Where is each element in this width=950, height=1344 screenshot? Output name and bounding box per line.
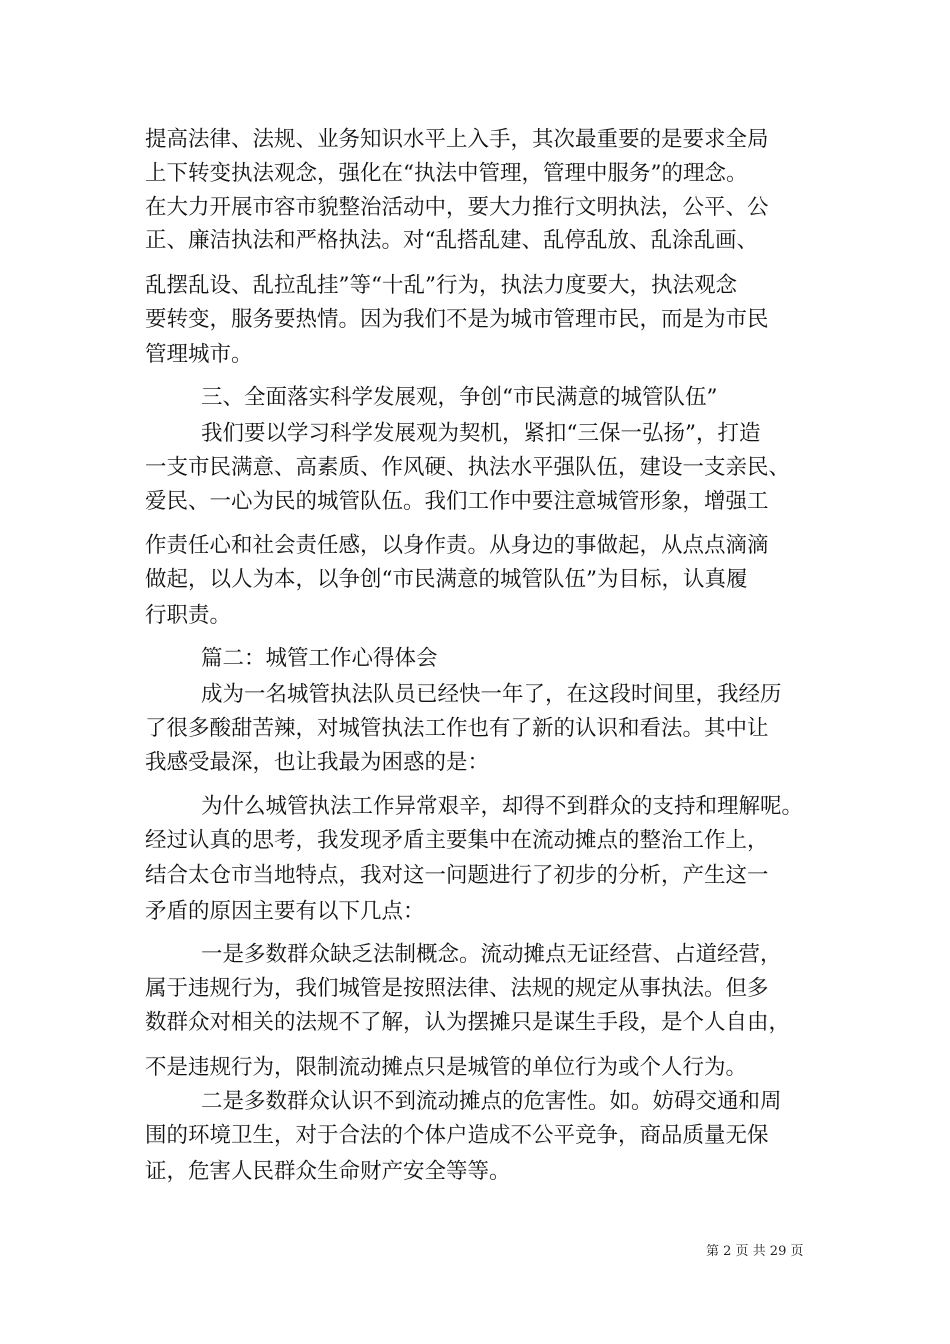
body-line: 围的环境卫生，对于合法的个体户造成不公平竞争，商品质量无保 xyxy=(145,1123,769,1148)
body-line: 成为一名城管执法队员已经快一年了，在这段时间里，我经历 xyxy=(201,682,782,707)
body-line: 正、廉洁执法和严格执法。对“乱搭乱建、乱停乱放、乱涂乱画、 xyxy=(145,228,758,253)
body-line: 一支市民满意、高素质、作风硬、执法水平强队伍，建设一支亲民、 xyxy=(145,455,791,480)
body-line: 了很多酸甜苦辣，对城管执法工作也有了新的认识和看法。其中让 xyxy=(145,716,769,741)
body-line: 要转变，服务要热情。因为我们不是为城市管理市民，而是为市民 xyxy=(145,307,769,332)
body-line: 矛盾的原因主要有以下几点： xyxy=(145,899,425,924)
body-line: 证，危害人民群众生命财产安全等等。 xyxy=(145,1159,511,1184)
body-line: 数群众对相关的法规不了解，认为摆摊只是谋生手段，是个人自由， xyxy=(145,1010,791,1035)
body-line: 管理城市。 xyxy=(145,342,253,367)
body-line: 行职责。 xyxy=(145,603,232,628)
section-heading: 篇二：城管工作心得体会 xyxy=(201,646,438,671)
body-line: 不是违规行为，限制流动摊点只是城管的单位行为或个人行为。 xyxy=(145,1055,748,1080)
section-heading: 三、全面落实科学发展观，争创“市民满意的城管队伍” xyxy=(201,385,718,410)
page-number: 第 2 页 共 29 页 xyxy=(706,1244,804,1259)
body-line: 乱摆乱设、乱拉乱挂”等“十乱”行为，执法力度要大，执法观念 xyxy=(145,273,737,298)
body-line: 做起，以人为本，以争创“市民满意的城管队伍”为目标，认真履 xyxy=(145,567,748,592)
body-line: 经过认真的思考，我发现矛盾主要集中在流动摊点的整治工作上， xyxy=(145,828,769,853)
body-line: 提高法律、法规、业务知识水平上入手，其次最重要的是要求全局 xyxy=(145,127,769,152)
body-line: 上下转变执法观念，强化在“执法中管理，管理中服务”的理念。 xyxy=(145,161,748,186)
body-line: 属于违规行为，我们城管是按照法律、法规的规定从事执法。但多 xyxy=(145,976,769,1001)
body-line: 在大力开展市容市貌整治活动中，要大力推行文明执法，公平、公 xyxy=(145,195,769,220)
body-line: 作责任心和社会责任感，以身作责。从身边的事做起，从点点滴滴 xyxy=(145,533,769,558)
body-line: 为什么城管执法工作异常艰辛，却得不到群众的支持和理解呢。 xyxy=(201,794,804,819)
body-line: 我感受最深，也让我最为困惑的是： xyxy=(145,750,490,775)
body-line: 我们要以学习科学发展观为契机，紧扣“三保一弘扬”，打造 xyxy=(201,421,761,446)
body-line: 一是多数群众缺乏法制概念。流动摊点无证经营、占道经营， xyxy=(201,942,782,967)
body-line: 二是多数群众认识不到流动摊点的危害性。如。妨碍交通和周 xyxy=(201,1089,782,1114)
body-line: 爱民、一心为民的城管队伍。我们工作中要注意城管形象，增强工 xyxy=(145,489,769,514)
body-line: 结合太仓市当地特点，我对这一问题进行了初步的分析，产生这一 xyxy=(145,863,769,888)
